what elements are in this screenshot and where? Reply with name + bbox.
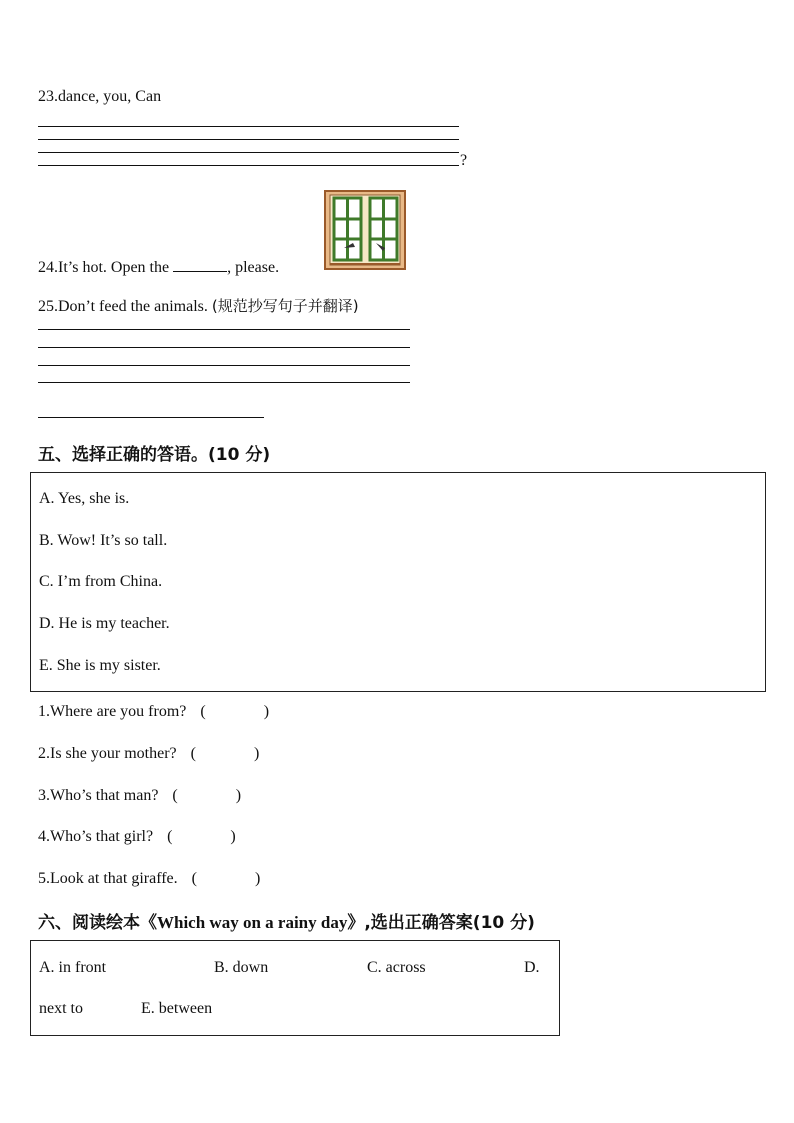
question-25 [38,295,359,316]
options-box [30,472,766,692]
answer-line [38,365,410,366]
answer-bracket[interactable]: ( ) [190,745,260,762]
option-a: A. in front [39,959,107,976]
option-d-text: next to [39,1000,83,1017]
question-24-after: , please. [227,259,280,276]
question-24-before: 24.It’s hot. Open the [38,259,174,276]
book-title: Which way on a rainy day [157,913,348,932]
question-mark: ? [460,152,468,169]
option-b: B. Wow! It’s so tall. [39,532,168,549]
option-e: E. between [141,1000,213,1017]
option-c: C. across [367,959,426,976]
option-a: A. Yes, she is. [39,490,130,507]
question-25-note: (规范抄写句子并翻译) [211,297,359,315]
answer-line [38,347,410,348]
question-2-text: 2.Is she your mother? [38,745,177,762]
fill-blank[interactable] [173,270,227,272]
option-d: D. [524,959,540,976]
question-3-text: 3.Who’s that man? [38,787,159,804]
window-picture [324,190,406,270]
option-e: E. She is my sister. [39,657,161,674]
section-6-heading: 六、阅读绘本《Which way on a rainy day》,选出正确答案(10 分) [38,913,535,933]
section-5-heading: 五、选择正确的答语。(10 分) [38,445,271,465]
options-box-2 [30,940,560,1036]
answer-line [38,329,410,330]
question-2 [38,745,259,763]
answer-line [38,126,459,127]
answer-line [38,152,459,153]
answer-bracket[interactable]: ( ) [172,787,242,804]
question-4-text: 4.Who’s that girl? [38,828,154,845]
question-23: 23.dance, you, Can [38,88,162,105]
question-4 [38,828,236,846]
question-3 [38,787,241,805]
answer-bracket[interactable]: ( ) [167,828,236,845]
option-c: C. I’m from China. [39,573,163,590]
answer-bracket[interactable]: ( ) [191,870,261,887]
option-b: B. down [214,959,269,976]
question-1-text: 1.Where are you from? [38,703,187,720]
question-5-text: 5.Look at that giraffe. [38,870,178,887]
answer-line [38,165,459,166]
question-25-text: 25.Don’t feed the animals. [38,298,208,315]
answer-bracket[interactable]: ( ) [200,703,270,720]
question-1 [38,703,269,721]
option-d: D. He is my teacher. [39,615,170,632]
answer-line [38,139,459,140]
question-24 [38,259,279,277]
answer-line [38,382,410,383]
answer-line [38,417,264,418]
question-5 [38,870,260,888]
